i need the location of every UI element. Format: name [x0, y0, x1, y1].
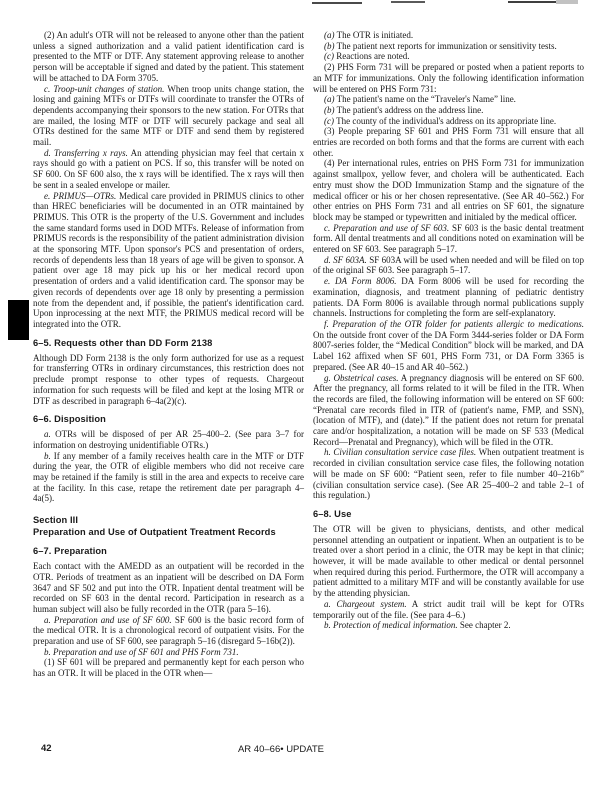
article-heading: 6–7. Preparation — [33, 546, 107, 557]
paragraph: g. Obstetrical cases. A pregnancy diagnosis will be entered on SF 600. After the pregnancy, all forms related to it will be filed in the ITR. When the records are filed, the following information will be entered on SF 600: “Prenatal care records filed in ITR of (patient's name, FMP, and SSN), (location of MTF), and (date).” If the patient does not return for prenatal care and/or hospitalization, a notation will be made on SF 533 (Medical Record—Prenatal and Pregnancy), which will be filed in the OTR. — [313, 372, 584, 447]
paragraph: a. OTRs will be disposed of per AR 25–400–2. (See para 3–7 for information on destroying unidentifiable OTRs.) — [33, 429, 304, 450]
scan-artifact-smudge — [556, 0, 578, 4]
change-bar-marker — [8, 300, 29, 340]
paragraph: d. SF 603A. SF 603A will be used when needed and will be filed on top of the original SF 603. See paragraph 5–17. — [313, 254, 585, 276]
paragraph-lead: h. Civilian consultation service case files. — [324, 447, 477, 458]
section-heading — [33, 514, 304, 538]
paragraph: (b) The patient's address on the address line. — [324, 104, 484, 115]
paragraph: a. Chargeout system. A strict audit trail will be kept for OTRs temporarily out of the file. (See para 4–6.) — [313, 598, 584, 620]
left-column — [33, 30, 304, 679]
paragraph-lead: a. — [44, 429, 51, 440]
section-heading-line: Section III — [33, 515, 79, 526]
paragraph — [33, 647, 304, 658]
paragraph-lead: b. Preparation and use of SF 601 and PHS Form 731. — [44, 646, 239, 657]
paragraph: c. Preparation and use of SF 603. SF 603 is the basic dental treatment form. All dental treatments and all conditions noted on examination will be entered on SF 603. See paragraph 5–17. — [313, 222, 584, 255]
paragraph-lead: b. Protection of medical information. — [324, 620, 458, 631]
article-heading: 6–5. Requests other than DD Form 2138 — [33, 337, 213, 348]
paragraph-lead: d. Transferring x rays. — [44, 147, 128, 158]
paragraph: a. Preparation and use of SF 600. SF 600 is the basic record form of the medical OTR. It is a chronological record of outpatient visits. For the preparation and use of SF 600, see paragraph 5–16 (disregard 5–16b(2)). — [33, 614, 304, 647]
paragraph: (2) An adult's OTR will not be released to anyone other than the patient unless a signed authorization and a valid patient identification card is presented to the MTF or DTF. Any statement approving release to another person will be acceptable if signed and dated by the patient. This statement will be attached to DA Form 3705. — [33, 30, 304, 83]
paragraph: Each contact with the AMEDD as an outpatient will be recorded in the OTR. Periods of treatment as an inpatient will be described on DA Form 3647 and SF 502 and put into the OTR. Inpatient dental treatment will be recorded on SF 603 in the dental record. Participation in research as a human subject will also be fully recorded in the OTR (para 5–16). — [33, 561, 304, 614]
paragraph-lead: a. Preparation and use of SF 600. — [44, 614, 172, 625]
paragraph: f. Preparation of the OTR folder for patients allergic to medications. On the outside front cover of the DA Form 3444-series folder or DA Form 8007-series folder, the “Medical Condition” block will be marked, and DA Label 162 affixed when SF 601, PHS Form 731, or DA Form 3365 is prepared. (See AR 40–15 and AR 40–562.) — [313, 318, 584, 372]
paragraph: b. Protection of medical information. See chapter 2. — [324, 620, 511, 631]
paragraph-lead: a. Chargeout system. — [324, 598, 407, 609]
page-footer — [33, 743, 584, 757]
paragraph: (c) Reactions are noted. — [324, 51, 410, 62]
paragraph-lead: (b) — [324, 40, 335, 51]
paragraph: The OTR will be given to physicians, dentists, and other medical personnel attending an outpatient or inpatient. When an outpatient is to be treated over a short period in a clinic, the OTR may be kept in that clinic; however, it will be made available to other medical or dental personnel when required during this period. Furthermore, the OTR will accompany a patient admitted to a military MTF and will be constantly available for use by the attending physician. — [313, 523, 584, 599]
paragraph-lead: f. Preparation of the OTR folder for patients allergic to medications. — [324, 318, 584, 329]
paragraph: h. Civilian consultation service case files. When outpatient treatment is recorded in civilian consultation service case files, the following notation will be made on SF 600: “Patient seen, refer to file number 40–216b” (civilian consultation service case). (See AR 25–400–2 and table 2–1 of this regulation.) — [313, 447, 584, 501]
scan-artifact-line — [312, 2, 362, 4]
page-number: 42 — [41, 743, 52, 754]
paragraph-lead: d. SF 603A. — [324, 254, 367, 265]
paragraph: (2) PHS Form 731 will be prepared or posted when a patient reports to an MTF for immunizations. Only the following identification information will be entered on PHS Form 731: — [313, 62, 584, 94]
paragraph-lead: (a) — [324, 30, 335, 40]
paragraph-lead: (b) — [324, 104, 335, 115]
section-heading-line: Preparation and Use of Outpatient Treatment Records — [33, 527, 276, 538]
paragraph: b. If any member of a family receives health care in the MTF or DTF during the year, the OTR of eligible members who did not receive care may be retained if the family is still in the area and expects to receive care at the facility. In this case, retape the retirement date per paragraph 4–4a(5). — [33, 450, 304, 504]
paragraph: (a) The patient's name on the “Traveler's Name” line. — [324, 94, 516, 105]
paragraph: e. DA Form 8006. DA Form 8006 will be used for recording the examination, diagnosis, and treatment planning of pediatric dentistry patients. DA Form 8006 is available through normal publications supply channels. Instructions for completing the form are self-explanatory. — [313, 276, 584, 319]
paragraph-lead: e. PRIMUS—OTRs. — [44, 190, 117, 201]
paragraph-lead: (c) — [324, 51, 334, 62]
paragraph-lead: g. Obstetrical cases. — [324, 372, 399, 383]
paragraph-lead: e. DA Form 8006. — [324, 276, 397, 287]
paragraph: (b) The patient next reports for immunization or sensitivity tests. — [324, 40, 557, 51]
paragraph: (4) Per international rules, entries on PHS Form 731 for immunization against smallpox, yellow fever, and cholera will be authenticated. Each entry must show the DOD Immunization Stamp and the signature of the medical officer or his or her chosen representative. (See AR 40–562.) For other entries on PHS Form 731 and all entries on SF 601, the signature block may be stamped or typewritten and initialed by the medical officer. — [313, 158, 584, 222]
right-column — [313, 30, 584, 679]
paragraph: (a) The OTR is initiated. — [324, 30, 414, 40]
paragraph: e. PRIMUS—OTRs. Medical care provided in PRIMUS clinics to other than HREC beneficiaries will be documented in an OTR maintained by PRIMUS. This OTR is the property of the U.S. Government and includes the same standard forms used in DOD MTFs. Release of information from PRIMUS records is the responsibility of the patient administration division at the sponsoring MTF. Upon sponsor's PCS and presentation of orders, records of dependents less than 18 years of age will be given to sponsor. A patient over age 18 may pick up his or her medical record upon presentation of orders and a valid identification card. The sponsor may be given records of dependents over age 18 only by presenting a permission note from the dependent and, if possible, the patient's identification card. Upon inprocessing at the next MTF, the PRIMUS medical record will be integrated into the OTR. — [33, 190, 304, 329]
footer-document-title: AR 40–66• UPDATE — [237, 744, 325, 755]
article-heading: 6–8. Use — [313, 508, 352, 519]
paragraph-lead: (a) — [324, 94, 335, 105]
paragraph-lead: c. Preparation and use of SF 603. — [324, 222, 450, 233]
paragraph-lead: c. Troop-unit changes of station. — [44, 83, 165, 94]
paragraph: d. Transferring x rays. An attending physician may feel that certain x rays should go with a patient on PCS. If so, this transfer will be noted on SF 600. On SF 600 also, the x rays will be identified. The x rays will then be sent in a sealed envelope or mailer. — [33, 147, 304, 190]
paragraph: (c) The county of the individual's address on its appropriate line. — [324, 115, 557, 126]
two-column-text-area — [33, 30, 584, 679]
scan-artifact-line — [391, 1, 425, 3]
paragraph: (3) People preparing SF 601 and PHS Form 731 will ensure that all entries are recorded on both forms and that the forms are current with each other. — [313, 126, 584, 158]
paragraph-lead: (c) — [324, 115, 334, 126]
paragraph: Although DD Form 2138 is the only form authorized for use as a request for transferring OTRs in ordinary circumstances, this restriction does not preclude prompt response to other types of requests. Chargeout information for such requests will be filed and kept at the losing MTR or DTF as described in paragraph 6–4a(2)(c). — [33, 352, 304, 406]
article-heading: 6–6. Disposition — [33, 414, 106, 425]
paragraph: c. Troop-unit changes of station. When troop units change station, the losing and gaining MTFs or DTFs will coordinate to transfer the OTRs of dependents accompanying their sponsors to the new station. For OTRs that are mailed, the losing MTF or DTF will securely package and seal all OTRs destined for the same MTF or DTF and send them by registered mail. — [33, 83, 304, 148]
paragraph: (1) SF 601 will be prepared and permanently kept for each person who has an OTR. It will be placed in the OTR when— — [33, 657, 304, 679]
paragraph-lead: b. — [44, 450, 51, 461]
